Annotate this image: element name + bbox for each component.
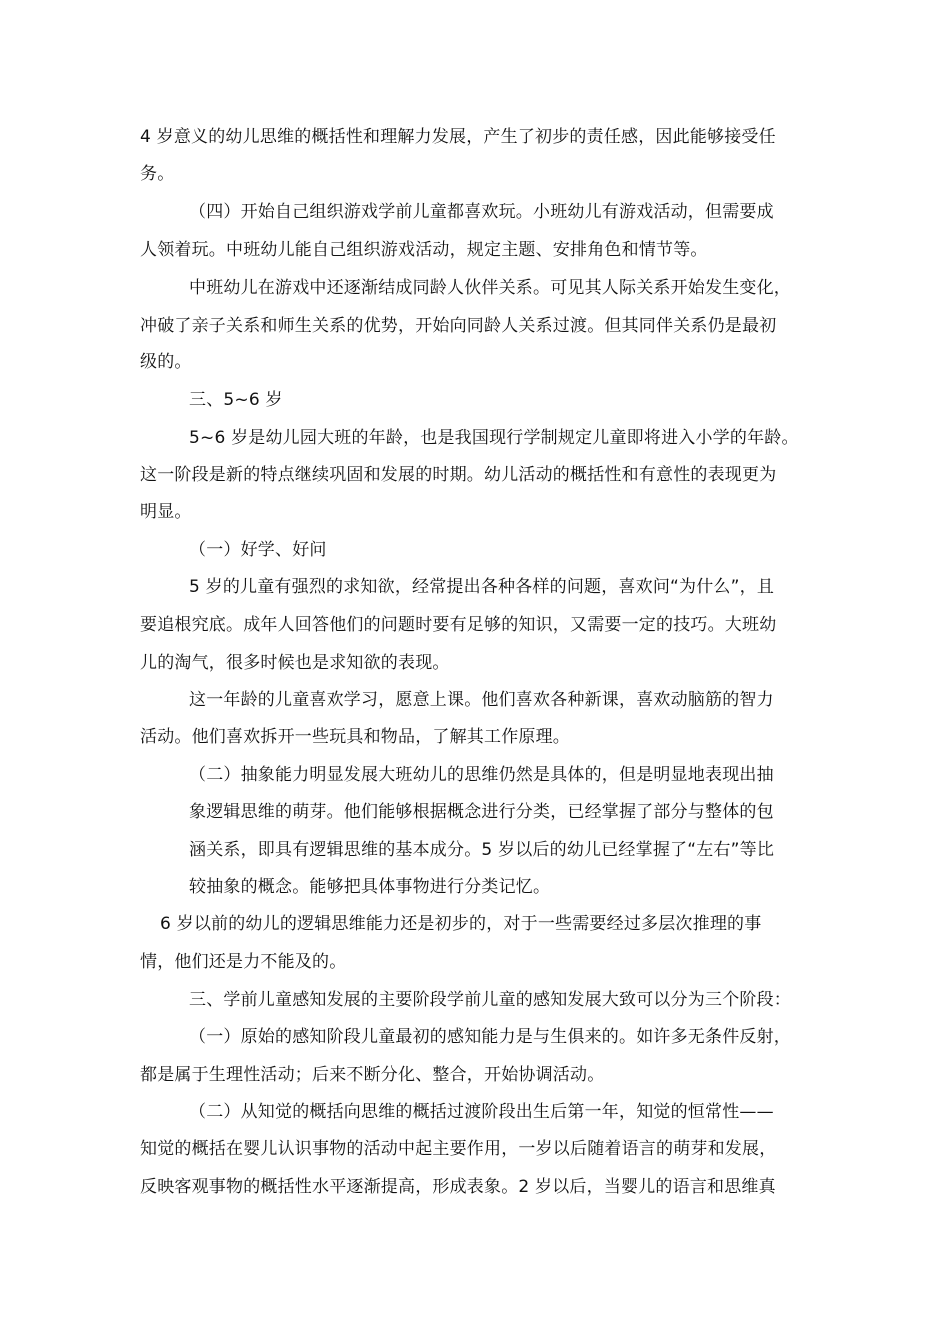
text-line-10: 这一阶段是新的特点继续巩固和发展的时期。幼儿活动的概括性和有意性的表现更为 <box>140 465 777 485</box>
text-line-14: 要追根究底。成年人回答他们的问题时要有足够的知识，又需要一定的技巧。大班幼 <box>140 615 777 635</box>
text-line-27: （二）从知觉的概括向思维的概括过渡阶段出生后第一年，知觉的恒常性—— <box>189 1102 774 1122</box>
text-line-13: 5 岁的儿童有强烈的求知欲，经常提出各种各样的问题，喜欢问“为什么”，且 <box>189 577 775 597</box>
section-heading-5-6: 三、5~6 岁 <box>189 390 283 410</box>
text-line-29: 反映客观事物的概括性水平逐渐提高，形成表象。2 岁以后，当婴儿的语言和思维真 <box>140 1177 776 1197</box>
text-line-22: 6 岁以前的幼儿的逻辑思维能力还是初步的，对于一些需要经过多层次推理的事 <box>160 914 762 934</box>
subheading-haoxue: （一）好学、好问 <box>189 540 327 560</box>
text-line-6: 冲破了亲子关系和师生关系的优势，开始向同龄人关系过渡。但其同伴关系仍是最初 <box>140 316 777 336</box>
text-line-20: 涵关系，即具有逻辑思维的基本成分。5 岁以后的幼儿已经掌握了“左右”等比 <box>189 840 775 860</box>
text-line-23: 情，他们还是力不能及的。 <box>140 952 347 972</box>
text-line-5: 中班幼儿在游戏中还逐渐结成同龄人伙伴关系。可见其人际关系开始发生变化， <box>189 278 791 298</box>
text-line-17: 活动。他们喜欢拆开一些玩具和物品，了解其工作原理。 <box>140 727 570 747</box>
text-line-28: 知觉的概括在婴儿认识事物的活动中起主要作用，一岁以后随着语言的萌芽和发展， <box>140 1139 777 1159</box>
text-line-9: 5~6 岁是幼儿园大班的年龄，也是我国现行学制规定儿童即将进入小学的年龄。 <box>189 428 799 448</box>
text-line-26: 都是属于生理性活动；后来不断分化、整合，开始协调活动。 <box>140 1065 605 1085</box>
text-line-3: （四）开始自己组织游戏学前儿童都喜欢玩。小班幼儿有游戏活动，但需要成 <box>189 202 774 222</box>
text-line-16: 这一年龄的儿童喜欢学习，愿意上课。他们喜欢各种新课，喜欢动脑筋的智力 <box>189 690 774 710</box>
text-line-2: 务。 <box>140 164 175 184</box>
text-line-19: 象逻辑思维的萌芽。他们能够根据概念进行分类，已经掌握了部分与整体的包 <box>189 802 774 822</box>
text-line-21: 较抽象的概念。能够把具体事物进行分类记忆。 <box>189 877 551 897</box>
text-line-18: （二）抽象能力明显发展大班幼儿的思维仍然是具体的，但是明显地表现出抽 <box>189 765 774 785</box>
text-line-25: （一）原始的感知阶段儿童最初的感知能力是与生俱来的。如许多无条件反射， <box>189 1027 791 1047</box>
text-line-11: 明显。 <box>140 502 192 522</box>
section-heading-perception: 三、学前儿童感知发展的主要阶段学前儿童的感知发展大致可以分为三个阶段： <box>189 990 791 1010</box>
text-line-1: 4 岁意义的幼儿思维的概括性和理解力发展，产生了初步的责任感，因此能够接受任 <box>140 127 776 147</box>
text-line-7: 级的。 <box>140 352 192 372</box>
text-line-15: 儿的淘气，很多时候也是求知欲的表现。 <box>140 653 450 673</box>
text-line-4: 人领着玩。中班幼儿能自己组织游戏活动，规定主题、安排角色和情节等。 <box>140 240 708 260</box>
